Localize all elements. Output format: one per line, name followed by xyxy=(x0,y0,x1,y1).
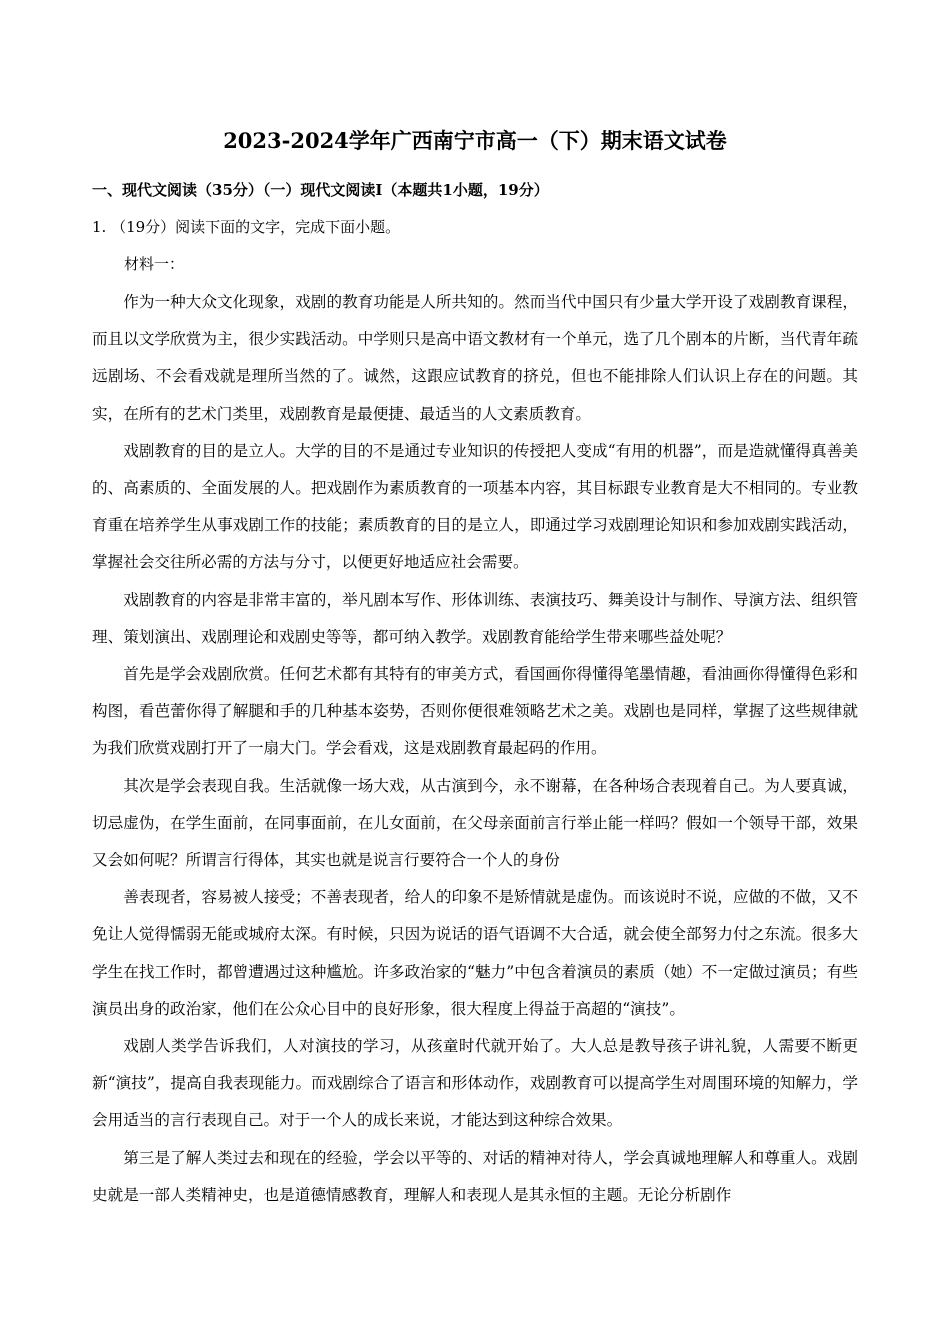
passage-paragraph: 其次是学会表现自我。生活就像一场大戏，从古演到今，永不谢幕，在各种场合表现着自己。为人要真诚，切忌虚伪，在学生面前，在同事面前，在儿女面前，在父母亲面前言行举止能一样吗？假如一个领导干部，效果又会如何呢？所谓言行得体，其实也就是说言行要符合一个人的身份 xyxy=(92,776,858,870)
passage-paragraph: 善表现者，容易被人接受；不善表现者，给人的印象不是矫情就是虚伪。而该说时不说，应做的不做，又不免让人觉得懦弱无能或城府太深。有时候，只因为说话的语气语调不大合适，就会使全部努力付之东流。很多大学生在找工作时，都曾遭遇过这种尴尬。许多政治家的“魅力”中包含着演员的素质（她）不一定做过演员；有些演员出身的政治家，他们在公众心目中的良好形象，很大程度上得益于高超的“演技”。 xyxy=(92,888,858,1018)
passage-paragraph: 首先是学会戏剧欣赏。任何艺术都有其特有的审美方式，看国画你得懂得笔墨情趣，看油画你得懂得色彩和构图，看芭蕾你得了解腿和手的几种基本姿势，否则你便很难领略艺术之美。戏剧也是同样，掌握了这些规律就为我们欣赏戏剧打开了一扇大门。学会看戏，这是戏剧教育最起码的作用。 xyxy=(92,665,858,758)
passage-paragraph: 戏剧教育的内容是非常丰富的，举凡剧本写作、形体训练、表演技巧、舞美设计与制作、导演方法、组织管理、策划演出、戏剧理论和戏剧史等等，都可纳入教学。戏剧教育能给学生带来哪些益处呢？ xyxy=(92,590,858,646)
section-heading: 一、现代文阅读（35分）（一）现代文阅读Ⅰ（本题共1小题，19分） xyxy=(92,181,549,199)
passage-paragraph: 戏剧教育的目的是立人。大学的目的不是通过专业知识的传授把人变成“有用的机器”，而是造就懂得真善美的、高素质的、全面发展的人。把戏剧作为素质教育的一项基本内容，其目标跟专业教育是大不相同的。专业教育重在培养学生从事戏剧工作的技能；素质教育的目的是立人，即通过学习戏剧理论知识和参加戏剧实践活动，掌握社会交往所必需的方法与分寸，以便更好地适应社会需要。 xyxy=(92,441,858,572)
material-label: 材料一： xyxy=(124,255,185,273)
question-prompt: 1. （19分）阅读下面的文字，完成下面小题。 xyxy=(92,218,401,236)
passage-paragraph: 戏剧人类学告诉我们，人对演技的学习，从孩童时代就开始了。大人总是教导孩子讲礼貌，人需要不断更新“演技”，提高自我表现能力。而戏剧综合了语言和形体动作，戏剧教育可以提高学生对周围环境的知解力，学会用适当的言行表现自己。对于一个人的成长来说，才能达到这种综合效果。 xyxy=(92,1037,858,1130)
exam-title: 2023-2024学年广西南宁市高一（下）期末语文试卷 xyxy=(223,128,727,153)
passage-paragraph: 作为一种大众文化现象，戏剧的教育功能是人所共知的。然而当代中国只有少量大学开设了戏剧教育课程，而且以文学欣赏为主，很少实践活动。中学则只是高中语文教材有一个单元，选了几个剧本的片断，当代青年疏远剧场、不会看戏就是理所当然的了。诚然，这跟应试教育的挤兑，但也不能排除人们认识上存在的问题。其实，在所有的艺术门类里，戏剧教育是最便捷、最适当的人文素质教育。 xyxy=(92,293,858,423)
passage-paragraph: 第三是了解人类过去和现在的经验，学会以平等的、对话的精神对待人，学会真诚地理解人和尊重人。戏剧史就是一部人类精神史，也是道德情感教育，理解人和表现人是其永恒的主题。无论分析剧作 xyxy=(92,1148,858,1204)
reading-passage xyxy=(92,284,858,1214)
